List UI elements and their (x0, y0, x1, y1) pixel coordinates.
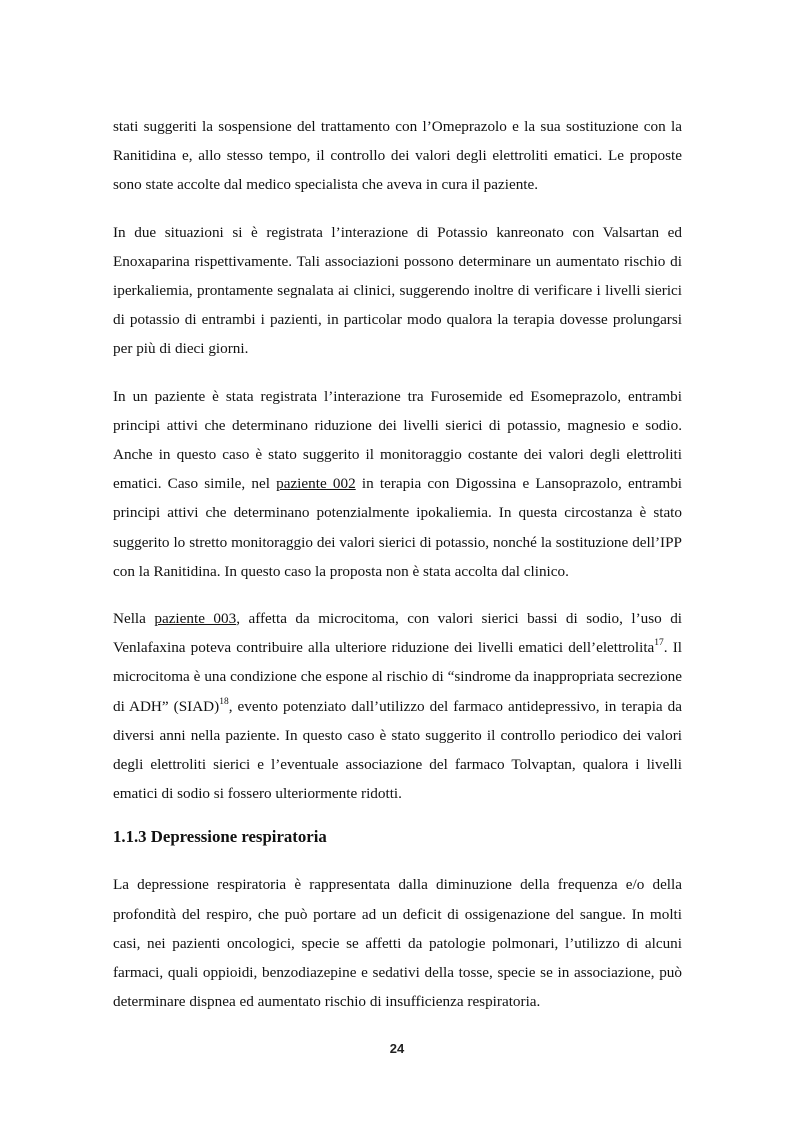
page-number: 24 (389, 1041, 405, 1056)
footnote-ref-18[interactable]: 18 (219, 696, 229, 707)
paragraph-4-text-part1: , affetta da microcitoma, con valori sierici bassi di sodio, l’uso di Venlafaxina poteva contribuire alla ulteriore riduzione dei livelli ematici dell’elettrolita (113, 610, 683, 657)
section-heading: 1.1.3 Depressione respiratoria (113, 827, 327, 847)
paziente-002-link[interactable]: paziente 002 (276, 475, 356, 493)
paragraph-5: La depressione respiratoria è rappresentata dalla diminuzione della frequenza e/o della profondità del respiro, che può portare ad un deficit di ossigenazione del sangue. In molti casi, nei pazienti oncologici, specie se affetti da patologie polmonari, l’utilizzo di alcuni farmaci, quali oppioidi, benzodiazepine e sedativi della tosse, specie se in associazione, può determinare dispnea ed aumentato rischio di insufficienza respiratoria. (113, 876, 682, 1011)
paragraph-4-text-part2: . Il microcitoma è una condizione che espone al rischio di “sindrome da inappropriata secrezione di ADH” (SIAD) (113, 639, 683, 715)
paragraph-4-text-start: Nella (113, 610, 155, 628)
paragraph-4 (113, 604, 682, 808)
paragraph-2: In due situazioni si è registrata l’interazione di Potassio kanreonato con Valsartan ed Enoxaparina rispettivamente. Tali associazioni possono determinare un aumentato rischio di iperkaliemia, prontamente segnalata ai clinici, suggerendo inoltre di verificare i livelli sierici di potassio di entrambi i pazienti, in particolar modo qualora la terapia dovesse prolungarsi per più di dieci giorni. (113, 223, 682, 358)
document-body (113, 112, 682, 1016)
paragraph-1: stati suggeriti la sospensione del trattamento con l’Omeprazolo e la sua sostituzione con la Ranitidina e, allo stesso tempo, il controllo dei valori degli elettroliti ematici. Le proposte sono state accolte dal medico specialista che aveva in cura il paziente. (113, 118, 682, 194)
paziente-003-link[interactable]: paziente 003 (154, 610, 237, 628)
paragraph-3-text-end: in terapia con Digossina e Lansoprazolo, entrambi principi attivi che determinano potenzialmente ipokaliemia. In questa circostanza è stato suggerito lo stretto monitoraggio dei valori sierici di potassio, nonché la sostituzione dell’IPP con la Ranitidina. In questo caso la proposta non è stata accolta dal clinico. (113, 475, 683, 580)
footnote-ref-17[interactable]: 17 (654, 638, 664, 649)
paragraph-3 (113, 382, 682, 586)
paragraph-3-text-start: In un paziente è stata registrata l’interazione tra Furosemide ed Esomeprazolo, entrambi principi attivi che determinano riduzione dei livelli sierici di potassio, magnesio e sodio. Anche in questo caso è stato suggerito il monitoraggio costante dei valori degli elettroliti ematici. Caso simile, nel (113, 387, 682, 493)
paragraph-4-text-part3: , evento potenziato dall’utilizzo del farmaco antidepressivo, in terapia da diversi anni nella paziente. In questo caso è stato suggerito il controllo periodico dei valori degli elettroliti sierici e l’eventuale associazione del farmaco Tolvaptan, qualora i livelli ematici di sodio si fossero ulteriormente ridotti. (113, 697, 682, 803)
